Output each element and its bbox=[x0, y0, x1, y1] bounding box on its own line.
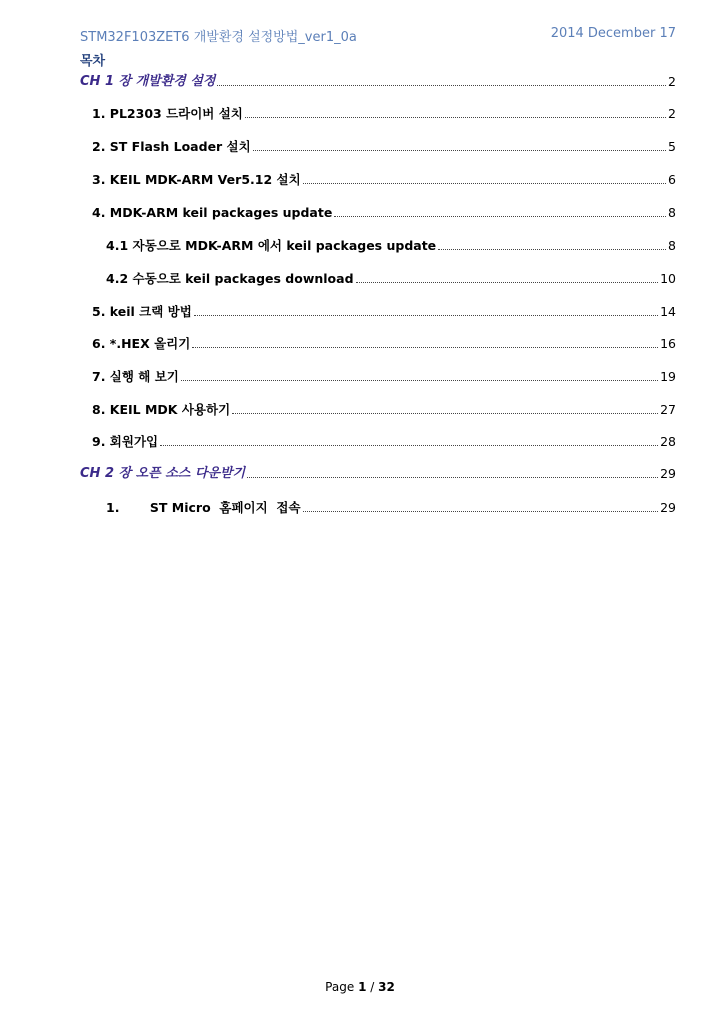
toc-entry-page: 14 bbox=[660, 304, 676, 319]
toc-entry-page: 16 bbox=[660, 336, 676, 351]
total-page-count: 32 bbox=[378, 980, 395, 994]
page-footer bbox=[0, 980, 720, 994]
toc-entry-page: 27 bbox=[660, 402, 676, 417]
toc-entry-label: 6. *.HEX 올리기 bbox=[92, 336, 191, 351]
toc-entry-run[interactable] bbox=[92, 365, 676, 385]
toc-entry-hex-upload[interactable] bbox=[92, 332, 676, 352]
dot-leader bbox=[194, 315, 658, 316]
toc-entry-label: CH 2 장 오픈 소스 다운받기 bbox=[80, 466, 246, 481]
toc-entry-page: 8 bbox=[668, 205, 676, 220]
dot-leader bbox=[303, 183, 666, 184]
toc-entry-label: 4. MDK-ARM keil packages update bbox=[92, 205, 333, 220]
toc-entry-manual-download[interactable] bbox=[106, 267, 676, 287]
dot-leader bbox=[245, 117, 666, 118]
toc-entry-keil-mdk-install[interactable] bbox=[92, 168, 676, 188]
toc-entry-packages-update[interactable] bbox=[92, 201, 676, 221]
toc-entry-label: 4.2 수동으로 keil packages download bbox=[106, 271, 354, 286]
toc-entry-auto-update[interactable] bbox=[106, 234, 676, 254]
toc-entry-page: 5 bbox=[668, 139, 676, 154]
toc-entry-page: 10 bbox=[660, 271, 676, 286]
document-title: STM32F103ZET6 개발환경 설정방법_ver1_0a bbox=[80, 30, 357, 45]
dot-leader bbox=[181, 380, 658, 381]
page-header bbox=[80, 26, 676, 44]
dot-leader bbox=[334, 216, 666, 217]
toc-entry-page: 29 bbox=[660, 500, 676, 515]
toc-entry-flash-loader[interactable] bbox=[92, 135, 676, 155]
toc-entry-page: 2 bbox=[668, 106, 676, 121]
toc-entry-label: 5. keil 크랙 방법 bbox=[92, 304, 192, 319]
toc-entry-chapter-2[interactable] bbox=[80, 462, 676, 482]
toc-entry-st-micro-homepage[interactable] bbox=[106, 496, 676, 516]
toc-entry-label: 1. PL2303 드라이버 설치 bbox=[92, 106, 243, 121]
dot-leader bbox=[192, 347, 658, 348]
toc-entry-label: 2. ST Flash Loader 설치 bbox=[92, 139, 251, 154]
dot-leader bbox=[303, 511, 659, 512]
toc-entry-pl2303[interactable] bbox=[92, 102, 676, 122]
dot-leader bbox=[438, 249, 666, 250]
toc-entry-label: CH 1 장 개발환경 설정 bbox=[80, 74, 216, 89]
page-label: Page bbox=[325, 980, 355, 994]
toc-entry-label: 9. 회원가입 bbox=[92, 434, 159, 449]
toc-entry-signup[interactable] bbox=[92, 430, 676, 450]
toc-entry-keil-crack[interactable] bbox=[92, 300, 676, 320]
toc-entry-keil-mdk-usage[interactable] bbox=[92, 398, 676, 418]
toc-entry-page: 6 bbox=[668, 172, 676, 187]
current-page-number: 1 bbox=[358, 980, 367, 994]
toc-entry-label: 1. ST Micro 홈페이지 접속 bbox=[106, 500, 301, 515]
dot-leader bbox=[356, 282, 659, 283]
toc-heading: 목차 bbox=[80, 54, 106, 69]
dot-leader bbox=[232, 413, 658, 414]
dot-leader bbox=[160, 445, 658, 446]
toc-entry-label: 3. KEIL MDK-ARM Ver5.12 설치 bbox=[92, 172, 301, 187]
toc-entry-page: 19 bbox=[660, 369, 676, 384]
document-date: 2014 December 17 bbox=[550, 26, 676, 41]
dot-leader bbox=[217, 85, 666, 86]
toc-entry-page: 8 bbox=[668, 238, 676, 253]
dot-leader bbox=[247, 477, 658, 478]
toc-entry-label: 7. 실행 해 보기 bbox=[92, 369, 179, 384]
toc-entry-label: 4.1 자동으로 MDK-ARM 에서 keil packages update bbox=[106, 238, 437, 253]
toc-entry-page: 2 bbox=[668, 74, 676, 89]
toc-entry-page: 29 bbox=[660, 466, 676, 481]
toc-entry-chapter-1[interactable] bbox=[80, 70, 676, 90]
toc-entry-page: 28 bbox=[660, 434, 676, 449]
toc-entry-label: 8. KEIL MDK 사용하기 bbox=[92, 402, 231, 417]
page-separator: / bbox=[370, 980, 375, 994]
dot-leader bbox=[253, 150, 666, 151]
